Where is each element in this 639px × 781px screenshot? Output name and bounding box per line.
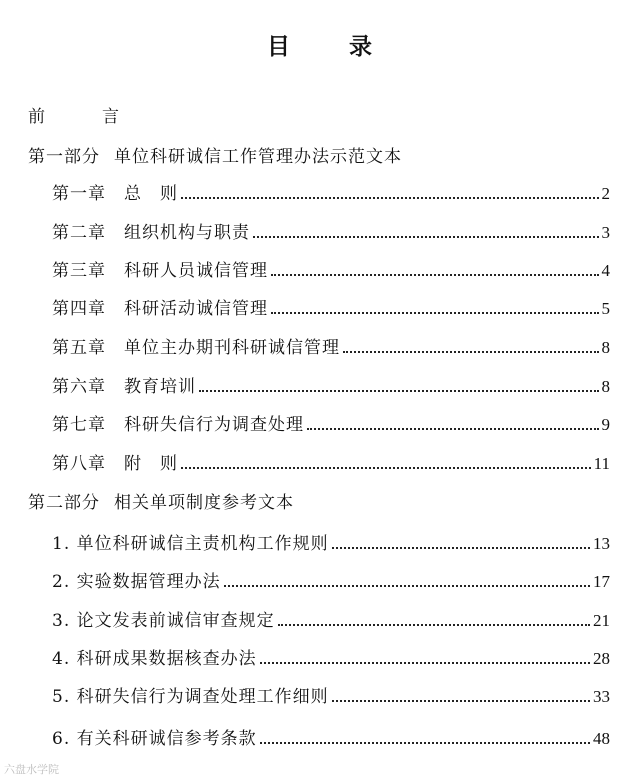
dot-leader (199, 389, 599, 392)
section-title: 2. 实验数据管理办法 (52, 572, 221, 592)
page-title: 目 录 (267, 33, 390, 60)
dot-leader (271, 273, 599, 276)
page-number: 28 (593, 649, 610, 668)
page-number: 3 (601, 223, 610, 242)
toc-entry[interactable] (52, 648, 610, 670)
toc-entry[interactable] (52, 571, 610, 593)
toc-part-2[interactable] (28, 492, 294, 514)
toc-entry[interactable] (52, 376, 610, 398)
chapter-title: 科研人员诚信管理 (124, 261, 268, 281)
chapter-label: 第六章 (52, 377, 106, 397)
page-number: 8 (601, 377, 610, 396)
toc-entry[interactable] (52, 453, 610, 475)
chapter-label: 第七章 (52, 415, 106, 435)
toc-preface[interactable]: 前 言 (28, 107, 139, 127)
section-title: 4. 科研成果数据核查办法 (52, 649, 257, 669)
page-number: 11 (593, 454, 610, 473)
part-title: 单位科研诚信工作管理办法示范文本 (114, 147, 402, 167)
toc-entry[interactable] (52, 728, 610, 750)
page-number: 21 (593, 611, 610, 630)
chapter-label: 第四章 (52, 299, 106, 319)
dot-leader (343, 350, 599, 353)
toc-entry[interactable] (52, 222, 610, 244)
page-number: 4 (601, 261, 610, 280)
page-number: 33 (593, 687, 610, 706)
chapter-label: 第五章 (52, 338, 106, 358)
toc-entry[interactable] (52, 337, 610, 359)
chapter-title: 教育培训 (124, 377, 196, 397)
chapter-title: 附 则 (124, 454, 178, 474)
page-number: 9 (601, 415, 610, 434)
page-number: 5 (601, 299, 610, 318)
dot-leader (271, 311, 599, 314)
chapter-title: 单位主办期刊科研诚信管理 (124, 338, 340, 358)
part-label: 第一部分 (28, 147, 100, 167)
section-title: 3. 论文发表前诚信审查规定 (52, 611, 275, 631)
dot-leader (278, 623, 590, 626)
chapter-label: 第八章 (52, 454, 106, 474)
watermark: 六盘水学院 (4, 763, 59, 776)
section-title: 1. 单位科研诚信主责机构工作规则 (52, 534, 329, 554)
dot-leader (260, 661, 590, 664)
dot-leader (332, 546, 590, 549)
toc-entry[interactable] (52, 610, 610, 632)
toc-entry[interactable] (52, 260, 610, 282)
chapter-title: 科研活动诚信管理 (124, 299, 268, 319)
dot-leader (307, 427, 599, 430)
chapter-title: 科研失信行为调查处理 (124, 415, 304, 435)
chapter-label: 第一章 (52, 184, 106, 204)
dot-leader (332, 699, 590, 702)
page-number: 2 (601, 184, 610, 203)
chapter-title: 组织机构与职责 (124, 223, 250, 243)
toc-entry[interactable] (52, 183, 610, 205)
part-title: 相关单项制度参考文本 (114, 493, 294, 513)
chapter-label: 第二章 (52, 223, 106, 243)
page-number: 8 (601, 338, 610, 357)
chapter-label: 第三章 (52, 261, 106, 281)
dot-leader (181, 196, 599, 199)
toc-entry[interactable] (52, 414, 610, 436)
chapter-title: 总 则 (124, 184, 178, 204)
section-title: 6. 有关科研诚信参考条款 (52, 729, 257, 749)
part-label: 第二部分 (28, 493, 100, 513)
dot-leader (260, 741, 590, 744)
dot-leader (224, 584, 590, 587)
toc-entry[interactable] (52, 533, 610, 555)
page-number: 13 (593, 534, 610, 553)
dot-leader (181, 466, 591, 469)
section-title: 5. 科研失信行为调查处理工作细则 (52, 687, 329, 707)
toc-part-1[interactable] (28, 146, 402, 168)
toc-entry[interactable] (52, 686, 610, 708)
dot-leader (253, 235, 599, 238)
page-number: 17 (593, 572, 610, 591)
page-number: 48 (593, 729, 610, 748)
toc-entry[interactable] (52, 298, 610, 320)
